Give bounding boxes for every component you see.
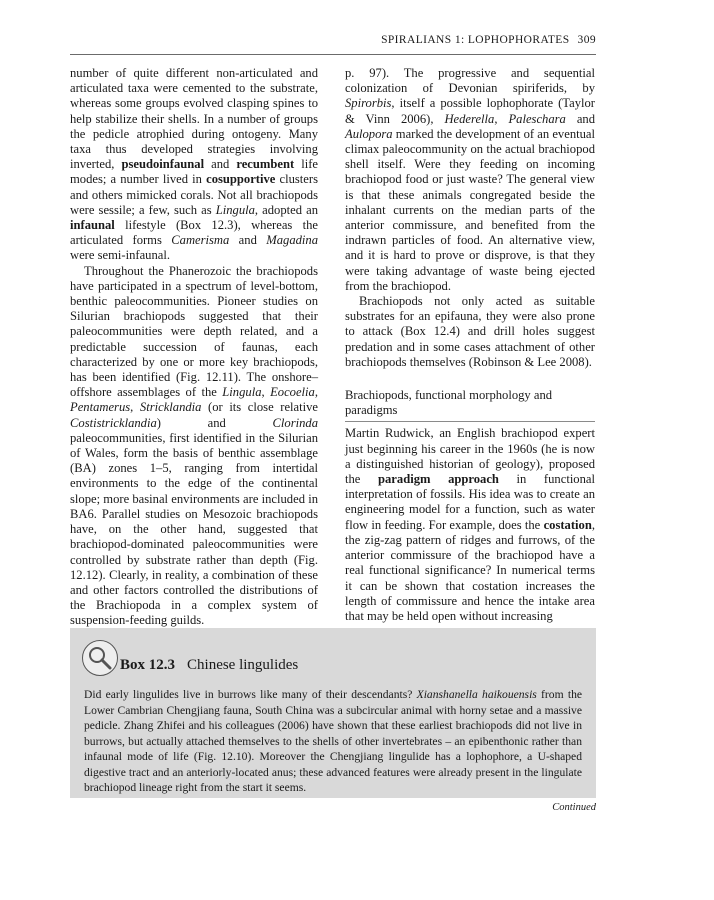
paragraph [345, 294, 595, 370]
text-run: Throughout the Phanerozoic the brachiopods have participated in a spectrum of level-bottom, benthic paleocommunities. Pioneer studies on Silurian brachiopods suggested that their paleocommunities were depth related, and a predictable succession of faunas, each characterized by one or more key brachiopods, has been identified (Fig. 12.11). The onshore–offshore assemblages of the [70, 263, 318, 400]
text-run: Did early lingulides live in burrows like many of their descendants? [84, 688, 417, 701]
bold-term: recumbent [236, 157, 295, 172]
bold-term: costation [543, 517, 592, 532]
box-number: Box 12.3 [120, 657, 176, 673]
box-body [84, 687, 582, 796]
text-run: from the Lower Cambrian Chengjiang fauna, South China was a subcircular animal with horny setae and a massive pedicle. Zhang Zhifei and his colleagues (2006) have shown that these earliest brachiopods did not live in burrows, but actually attached themselves to the shells of other invertebrates – an epibenthonic rather than infaunal mode of life (Fig. 12.10). Moreover the Chengjiang lingulide has a lophophore, a U-shaped digestive tract and an anteriorly-located anus; these advanced features were already present in the lingulate brachiopod lineage right from the start it seems. [84, 688, 583, 794]
italic-term: Aulopora [345, 126, 393, 141]
text-run: and [204, 157, 237, 172]
text-run: , the zig-zag pattern of ridges and furrows, of the anterior commissure of the brachiopod have a real functional significance? In numerical terms it can be shown that costation increases the length of commissure and hence the intake area that may be held open without increasing [345, 517, 595, 623]
italic-term: Clorinda [272, 415, 318, 430]
text-run: paleocommunities, first identified in the Silurian of Wales, form the basis of benthic assemblage (BA) zones 1–5, ranging from intertidal environments to the edge of the continental slope; more basinal environments are included in BA6. Parallel studies on Mesozoic brachiopods have, on the other hand, suggested that brachiopod-dominated paleocommunities were controlled by substrate rather than depth (Fig. 12.12). Clearly, in reality, a combination of these and other factors controlled the distributions of the Brachiopoda in a complex system of suspension-feeding guilds. [70, 430, 318, 628]
italic-term: Lingula [222, 385, 262, 400]
text-run: in functional interpretation of fossils. His idea was to create an engineering model for a function, such as water flow in feeding. For example, does the [345, 472, 595, 532]
text-run: clusters and others mimicked corals. Not all brachiopods were sessile; a few, such as [70, 172, 318, 217]
bold-term: infaunal [70, 218, 115, 233]
text-run: and [565, 111, 595, 126]
text-run: ) and [156, 415, 273, 430]
running-title: SPIRALIANS 1: LOPHOPHORATES [381, 34, 570, 46]
text-run: number of quite different non-articulated and articulated taxa were cemented to the substrate, whereas some groups evolved clasping spines to help stabilize their shells. In a number of groups the pedicle atrophied during ontogeny. Many taxa thus developed strategies involving inverted, [70, 66, 318, 172]
text-run: lifestyle (Box 12.3), whereas the articulated forms [70, 218, 318, 248]
left-column [70, 66, 318, 659]
text-run: p. 97). The progressive and sequential colonization of Devonian spiriferids, by [345, 66, 595, 96]
text-run: life modes; a number lived in [70, 157, 319, 187]
box-title-text: Chinese lingulides [187, 657, 299, 673]
italic-term: Spirorbis [345, 96, 392, 111]
paragraph [70, 264, 318, 629]
text-run: , [494, 111, 509, 126]
paragraph [70, 66, 318, 264]
italic-term: Hederella [444, 111, 495, 126]
bold-term: paradigm approach [378, 472, 499, 487]
text-run: (or its close relative [201, 400, 319, 415]
box-12-3 [70, 628, 596, 798]
bold-term: pseudoinfaunal [121, 157, 205, 172]
italic-term: Magadina [266, 233, 319, 248]
text-run: and [229, 233, 267, 248]
text-run: , adopted an [254, 202, 318, 217]
magnifier-icon [82, 640, 118, 676]
bold-term: cosupportive [206, 172, 276, 187]
italic-term: Lingula [215, 202, 255, 217]
header-rule [70, 54, 596, 55]
italic-term: Camerisma [171, 233, 230, 248]
italic-term: Eocoelia [270, 385, 315, 400]
paragraph [345, 66, 595, 294]
text-run: marked the development of an eventual climax paleocommunity on the actual brachiopod shell itself. Were they feeding on incoming brachiopod food or just waste? The general view is that these animals congregated beside the inhalant currents on the median parts of the anterior commissure, and benefited from the indrawn particles of food. An alternative view, and it is hard to prove or disprove, is that they were taking advantage of waste being ejected from the brachiopod. [345, 126, 595, 293]
text-run: , itself a possible lophophorate (Taylor & Vinn 2006), [345, 96, 595, 126]
text-run: Brachiopods not only acted as suitable substrates for an epifauna, they were also prone to attack (Box 12.4) and drill holes suggest predation and in some cases attachment of other brachiopods themselves (Robinson & Lee 2008). [345, 294, 595, 369]
italic-term: Stricklandia [139, 400, 202, 415]
italic-term: Paleschara [508, 111, 566, 126]
box-title [120, 657, 298, 674]
paragraph [345, 426, 595, 624]
text-run: , [130, 400, 140, 415]
right-column [345, 66, 595, 624]
running-header [70, 34, 596, 46]
text-run: , [261, 385, 271, 400]
text-run: Martin Rudwick, an English brachiopod expert just beginning his career in the 1960s (he is now a distinguished historian of geology), proposed the [345, 426, 595, 487]
italic-term: Pentamerus [70, 400, 131, 415]
text-run: were semi-infaunal. [70, 248, 171, 263]
italic-term: Costistricklandia [70, 415, 157, 430]
italic-term: Xianshanella haikouensis [416, 688, 537, 701]
continued-label: Continued [552, 802, 596, 813]
text-run: , [314, 385, 319, 400]
section-subheading: Brachiopods, functional morphology and paradigms [345, 388, 595, 422]
page-number: 309 [577, 34, 596, 46]
